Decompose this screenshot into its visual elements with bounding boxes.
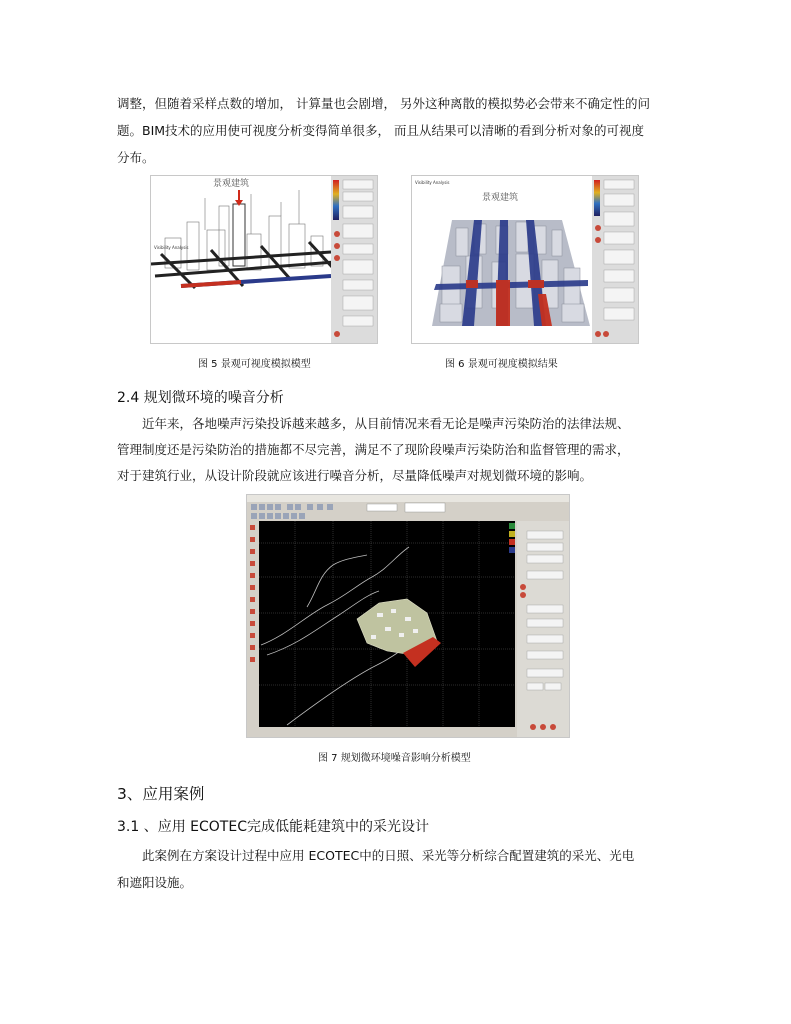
paragraph1-line2: 题。BIM技术的应用使可视度分析变得简单很多， 而且从结果可以清晰的看到分析对象的可视度 <box>117 123 645 138</box>
section-3-1-heading: 3.1 、应用 ECOTEC完成低能耗建筑中的采光设计 <box>117 819 429 835</box>
paragraph2-line1: 近年来，各地噪声污染投诉越来越多，从目前情况来看无论是噪声污染防治的法律法规、 <box>142 416 630 431</box>
figure6-panel-title: Visibility Analysis <box>415 180 450 185</box>
figure7-image <box>246 494 570 738</box>
paragraph2-line2: 管理制度还是污染防治的措施都不尽完善，满足不了现阶段噪声污染防治和监督管理的需求， <box>117 442 630 457</box>
figure5-label: 景观建筑 <box>213 179 250 189</box>
figure6-caption: 图 6 景观可视度模拟结果 <box>445 359 558 370</box>
paragraph1-line1: 调整，但随着采样点数的增加， 计算量也会剧增， 另外这种离散的模拟势必会带来不确定性的问 <box>117 96 650 111</box>
section-2-4-heading: 2.4 规划微环境的噪音分析 <box>117 390 284 406</box>
figure6-label: 景观建筑 <box>482 193 519 203</box>
paragraph2-line3: 对于建筑行业，从设计阶段就应该进行噪音分析，尽量降低噪声对规划微环境的影响。 <box>117 468 593 483</box>
paragraph3-line2: 和遮阳设施。 <box>117 875 193 890</box>
paragraph3-line1: 此案例在方案设计过程中应用 ECOTEC中的日照、采光等分析综合配置建筑的采光、光电 <box>142 848 635 863</box>
figure6-image <box>411 175 639 344</box>
figure5-caption: 图 5 景观可视度模拟模型 <box>198 359 311 370</box>
section-3-heading: 3、应用案例 <box>117 785 205 803</box>
figure5-image <box>150 175 378 344</box>
figure5-panel-title: Visibility Analysis <box>154 245 189 250</box>
paragraph1-line3: 分布。 <box>117 150 155 165</box>
figure7-caption: 图 7 规划微环境噪音影响分析模型 <box>318 753 471 764</box>
